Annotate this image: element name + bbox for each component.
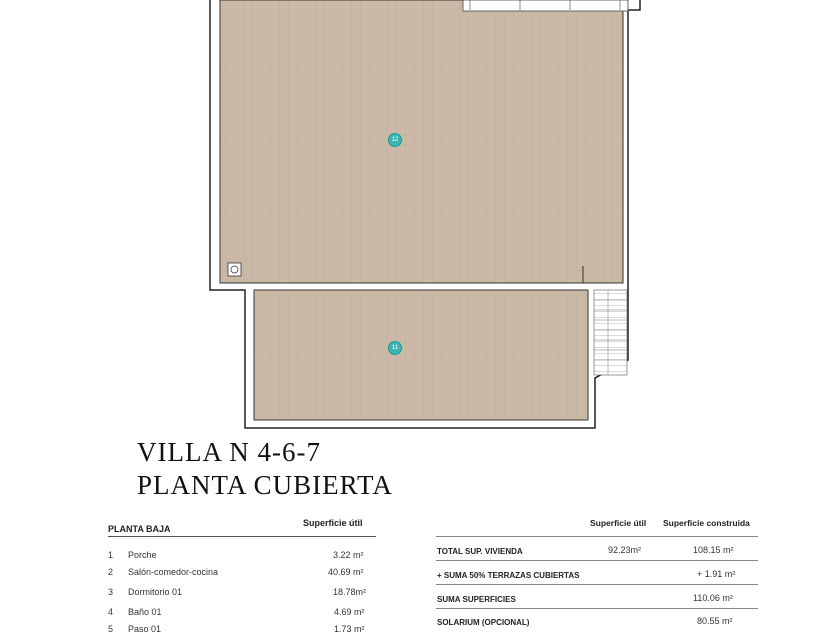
row-number: 4: [108, 607, 114, 617]
row-name: Baño 01: [128, 607, 162, 617]
row-number: 3: [108, 587, 114, 597]
row-construida: + 1.91 m²: [697, 569, 736, 579]
room-12-tag: 12: [388, 133, 402, 147]
row-number: 5: [108, 624, 114, 634]
drain-symbol: [228, 263, 241, 276]
row-value: 40.69 m²: [328, 567, 364, 577]
header-divider: [108, 536, 376, 537]
row-value: 18.78m²: [333, 587, 367, 597]
stairs: [594, 290, 627, 375]
table-header-planta-baja: PLANTA BAJA: [108, 524, 171, 534]
divider: [436, 584, 758, 585]
row-construida: 80.55 m²: [697, 616, 733, 626]
row-construida: 110.06 m²: [693, 593, 733, 603]
room-11-floor: [254, 290, 588, 420]
top-railing: [463, 0, 628, 11]
title-villa: VILLA N 4-6-7: [137, 437, 321, 467]
room-12-floor: [220, 0, 623, 283]
row-name: Porche: [128, 550, 157, 560]
divider: [436, 560, 758, 561]
row-label: SUMA SUPERFICIES: [437, 595, 516, 604]
row-value: 4.69 m²: [334, 607, 365, 617]
row-name: Paso 01: [128, 624, 162, 634]
row-label: SOLARIUM (OPCIONAL): [437, 618, 530, 627]
row-name: Dormitorio 01: [128, 587, 183, 597]
divider: [436, 536, 758, 537]
row-util: 92.23m²: [608, 545, 642, 555]
row-number: 2: [108, 567, 114, 577]
row-construida: 108.15 m²: [693, 545, 734, 555]
row-number: 1: [108, 550, 114, 560]
room-11-tag: 11: [388, 341, 402, 355]
title-planta: PLANTA CUBIERTA: [137, 470, 393, 500]
row-name: Salón-comedor-cocina: [128, 567, 219, 577]
divider: [436, 608, 758, 609]
row-value: 1.73 m²: [334, 624, 365, 634]
col-header-superficie-util: Superficie útil: [303, 518, 363, 528]
row-label: TOTAL SUP. VIVIENDA: [437, 547, 523, 556]
col-header-superficie-util: Superficie útil: [590, 518, 647, 528]
col-header-superficie-construida: Superficie construida: [663, 518, 750, 528]
row-value: 3.22 m²: [333, 550, 364, 560]
row-label: + SUMA 50% TERRAZAS CUBIERTAS: [437, 571, 580, 580]
